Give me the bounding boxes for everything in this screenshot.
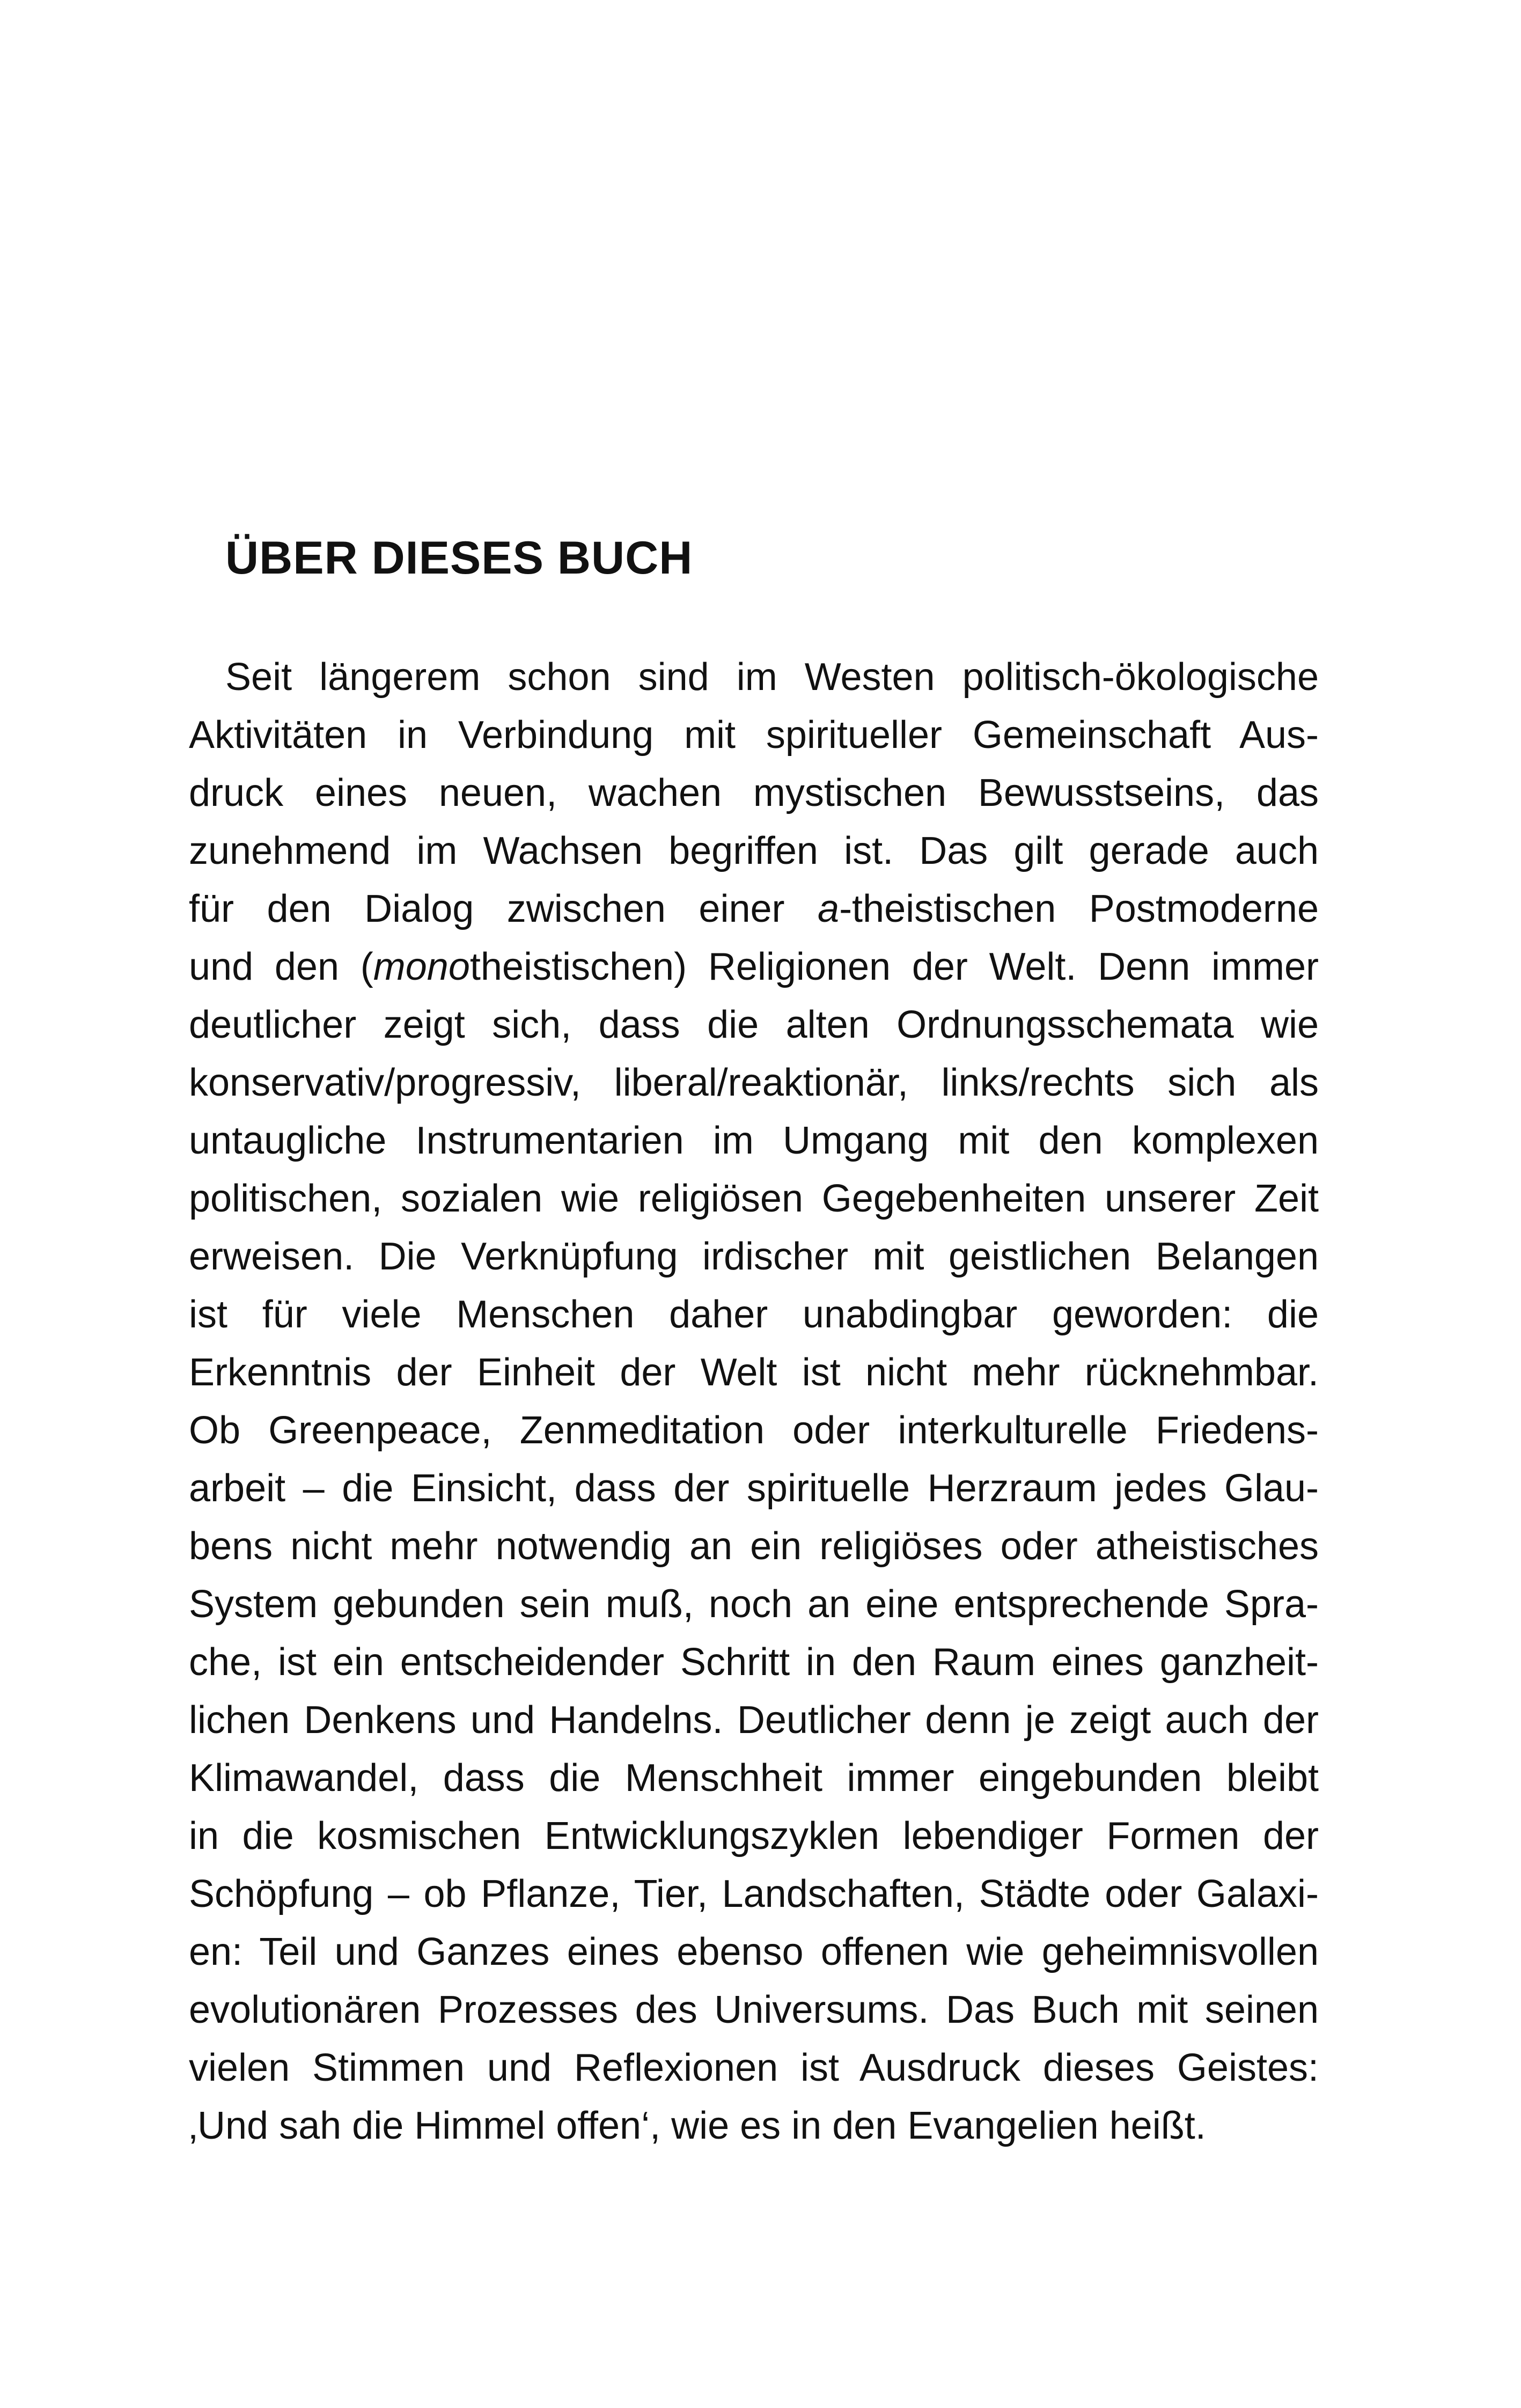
text-line: che, ist ein entscheidender Schritt in den Raum eines ganzheit- <box>189 1641 1319 1684</box>
text-line: Aktivitäten in Verbindung mit spiritueller Gemeinschaft Aus- <box>189 714 1319 757</box>
text-line: erweisen. Die Verknüpfung irdischer mit geistlichen Belangen <box>189 1235 1319 1278</box>
text-line: arbeit – die Einsicht, dass der spirituelle Herzraum jedes Glau- <box>189 1467 1319 1510</box>
text-line: in die kosmischen Entwicklungszyklen lebendiger Formen der <box>189 1815 1319 1858</box>
text-line: Erkenntnis der Einheit der Welt ist nicht mehr rücknehmbar. <box>189 1351 1319 1394</box>
text-line: deutlicher zeigt sich, dass die alten Ordnungsschemata wie <box>189 1003 1319 1046</box>
text-line: en: Teil und Ganzes eines ebenso offenen wie geheimnisvollen <box>189 1930 1319 1973</box>
text-line: druck eines neuen, wachen mystischen Bewusstseins, das <box>189 772 1319 814</box>
text-line: lichen Denkens und Handelns. Deutlicher denn je zeigt auch der <box>189 1699 1319 1742</box>
text-line: für den Dialog zwischen einer a-theistischen Postmoderne <box>189 887 1319 930</box>
text-line: System gebunden sein muß, noch an eine entsprechende Spra- <box>189 1583 1319 1626</box>
text-line: Ob Greenpeace, Zenmeditation oder interkulturelle Friedens- <box>189 1409 1319 1452</box>
text-line: und den (monotheistischen) Religionen der Welt. Denn immer <box>189 945 1319 988</box>
text-line: evolutionären Prozesses des Universums. Das Buch mit seinen <box>189 1988 1319 2031</box>
text-line: konservativ/progressiv, liberal/reaktionär, links/rechts sich als <box>189 1061 1319 1104</box>
text-line: bens nicht mehr notwendig an ein religiöses oder atheistisches <box>189 1525 1319 1568</box>
text-line: vielen Stimmen und Reflexionen ist Ausdruck dieses Geistes: <box>189 2046 1319 2089</box>
emphasis-text: mono <box>373 945 470 988</box>
text-line: Klimawandel, dass die Menschheit immer eingebunden bleibt <box>189 1757 1319 1800</box>
body-paragraph <box>189 648 1319 2155</box>
text-line: zunehmend im Wachsen begriffen ist. Das gilt gerade auch <box>189 829 1319 872</box>
text-line: ‚Und sah die Himmel offen‘, wie es in den Evangelien heißt. <box>189 2104 1206 2147</box>
text-line: politischen, sozialen wie religiösen Gegebenheiten unserer Zeit <box>189 1177 1319 1220</box>
text-line: Seit längerem schon sind im Westen politisch-ökologische <box>225 656 1319 699</box>
text-line: Schöpfung – ob Pflanze, Tier, Landschaften, Städte oder Galaxi- <box>189 1873 1319 1915</box>
text-line: untaugliche Instrumentarien im Umgang mit den komplexen <box>189 1119 1319 1162</box>
emphasis-text: a <box>818 887 840 930</box>
page-title: ÜBER DIESES BUCH <box>225 532 693 584</box>
text-line: ist für viele Menschen daher unabdingbar geworden: die <box>189 1293 1319 1336</box>
